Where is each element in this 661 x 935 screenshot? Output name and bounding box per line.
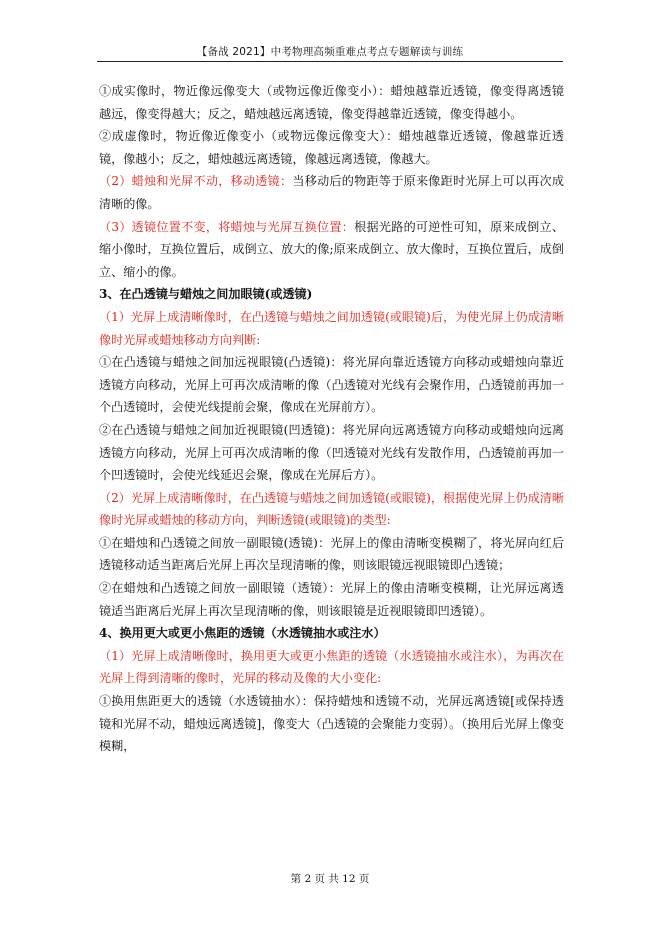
paragraph-text: 根据光路的可逆性可知，原来成倒立、缩小像时，互换位置后，成倒立、放大的像;原来成倒立、放大像时，互换位置后，成倒立、缩小的像。 xyxy=(99,219,564,279)
page-header: 【备战 2021】中考物理高频重难点考点专题解读与训练 xyxy=(196,46,464,58)
page-footer: 第 2 页 共 12 页 xyxy=(290,873,370,885)
section-heading: 3、在凸透镜与蜡烛之间加眼镜(或透镜) xyxy=(99,287,313,302)
body-paragraph: ①换用焦距更大的透镜（水透镜抽水）：保持蜡烛和透镜不动，光屏远离透镜[或保持透镜和光屏不动，蜡烛远离透镜]，像变大（凸透镜的会聚能力变弱）。（换用后光屏上像变模糊， xyxy=(99,694,564,754)
body-paragraph: ①成实像时，物近像远像变大（或物远像近像变小）：蜡烛越靠近透镜，像变得离透镜越远，像变得越大；反之，蜡烛越远离透镜，像变得越靠近透镜，像变得越小。 xyxy=(99,84,564,121)
paragraph-lead: （3）透镜位置不变，将蜡烛与光屏互换位置： xyxy=(99,219,355,234)
subheading-paragraph: （1）光屏上成清晰像时，在凸透镜与蜡烛之间加透镜(或眼镜)后，为使光屏上仍成清晰像时光屏或蜡烛移动方向判断: xyxy=(99,309,564,347)
body-paragraph: ②成虚像时，物近像近像变小（或物远像远像变大）：蜡烛越靠近透镜，像越靠近透镜，像越小；反之，蜡烛越远离透镜，像越远离透镜，像越大。 xyxy=(99,129,564,166)
body-paragraph xyxy=(99,216,564,284)
body-paragraph: ②在蜡烛和凸透镜之间放一副眼镜（透镜）：光屏上的像由清晰变模糊，让光屏远离透镜适当距离后光屏上再次呈现清晰的像，则该眼镜是近视眼镜即凹透镜）。 xyxy=(99,581,564,618)
paragraph-lead: （2）蜡烛和光屏不动，移动透镜： xyxy=(99,174,293,189)
subheading-paragraph: （1）光屏上成清晰像时，换用更大或更小焦距的透镜（水透镜抽水或注水），为再次在光屏上得到清晰的像时，光屏的移动及像的大小变化: xyxy=(99,648,564,686)
body-paragraph: ②在凸透镜与蜡烛之间加近视眼镜(凹透镜)：将光屏向远离透镜方向移动或蜡烛向远离透镜方向移动，光屏上可再次成清晰的像（凹透镜对光线有发散作用，凸透镜前再加一个凹透镜时，会使光线延迟会聚，像成在光屏后方）。 xyxy=(99,422,564,483)
body-paragraph: ①在凸透镜与蜡烛之间加远视眼镜(凸透镜)：将光屏向靠近透镜方向移动或蜡烛向靠近透镜方向移动，光屏上可再次成清晰的像（凸透镜对光线有会聚作用，凸透镜前再加一个凸透镜时，会使光线提前会聚，像成在光屏前方）。 xyxy=(99,355,564,415)
body-paragraph xyxy=(99,170,564,215)
header-rule xyxy=(97,61,563,62)
section-heading: 4、换用更大或更小焦距的透镜（水透镜抽水或注水） xyxy=(99,626,386,641)
document-body xyxy=(99,80,564,758)
paragraph-text: 当移动后的物距等于原来像距时光屏上可以再次成清晰的像。 xyxy=(99,174,564,211)
body-paragraph: ①在蜡烛和凸透镜之间放一副眼镜(透镜)：光屏上的像由清晰变模糊了，将光屏向红后透镜移动适当距离后光屏上再次呈现清晰的像，则该眼镜远视眼镜即凸透镜； xyxy=(99,535,564,573)
subheading-paragraph: （2）光屏上成清晰像时，在凸透镜与蜡烛之间加透镜(或眼镜)，根据使光屏上仍成清晰像时光屏或蜡烛的移动方向，判断透镜(或眼镜)的类型: xyxy=(99,490,564,528)
